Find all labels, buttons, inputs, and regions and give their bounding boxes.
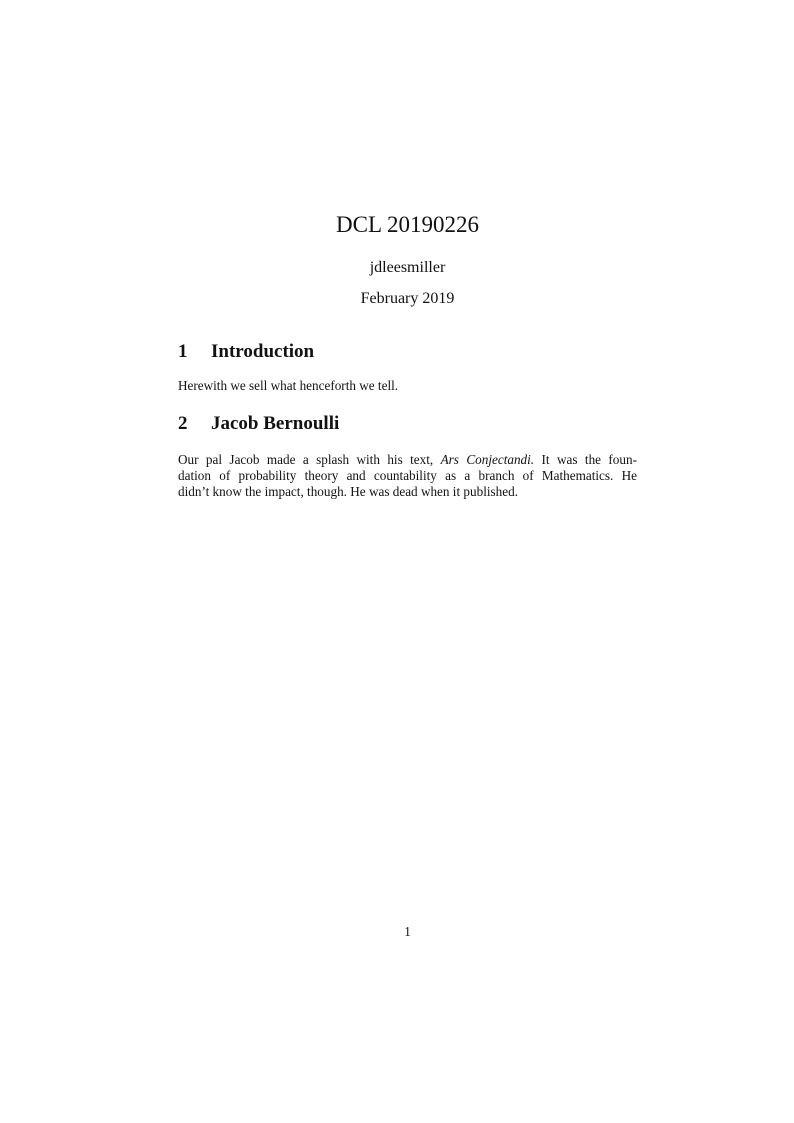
section-2-title: Jacob Bernoulli [211, 413, 340, 434]
section-2-number: 2 [178, 413, 188, 434]
section-1-title: Introduction [211, 341, 315, 362]
line-1-text-post: It was the foun- [534, 452, 637, 467]
section-2-paragraph-line-3: didn’t know the impact, though. He was dead when it published. [178, 484, 519, 499]
line-1-text-pre: Our pal Jacob made a splash with his text, [178, 452, 441, 467]
section-2-paragraph [178, 452, 637, 500]
section-2-heading [178, 413, 637, 435]
document-title: DCL 20190226 [336, 212, 479, 237]
book-title-italic: Ars Conjectandi. [440, 452, 535, 467]
section-2-paragraph-line-2: dation of probability theory and countability as a branch of Mathematics. He [178, 468, 637, 483]
section-1-heading [178, 341, 637, 363]
section-1-paragraph: Herewith we sell what henceforth we tell. [178, 378, 399, 393]
section-1-number: 1 [178, 341, 188, 362]
document-author: jdleesmiller [369, 259, 446, 276]
document-date: February 2019 [360, 290, 455, 307]
page-number: 1 [404, 924, 411, 939]
section-2-paragraph-line-1 [178, 452, 637, 468]
